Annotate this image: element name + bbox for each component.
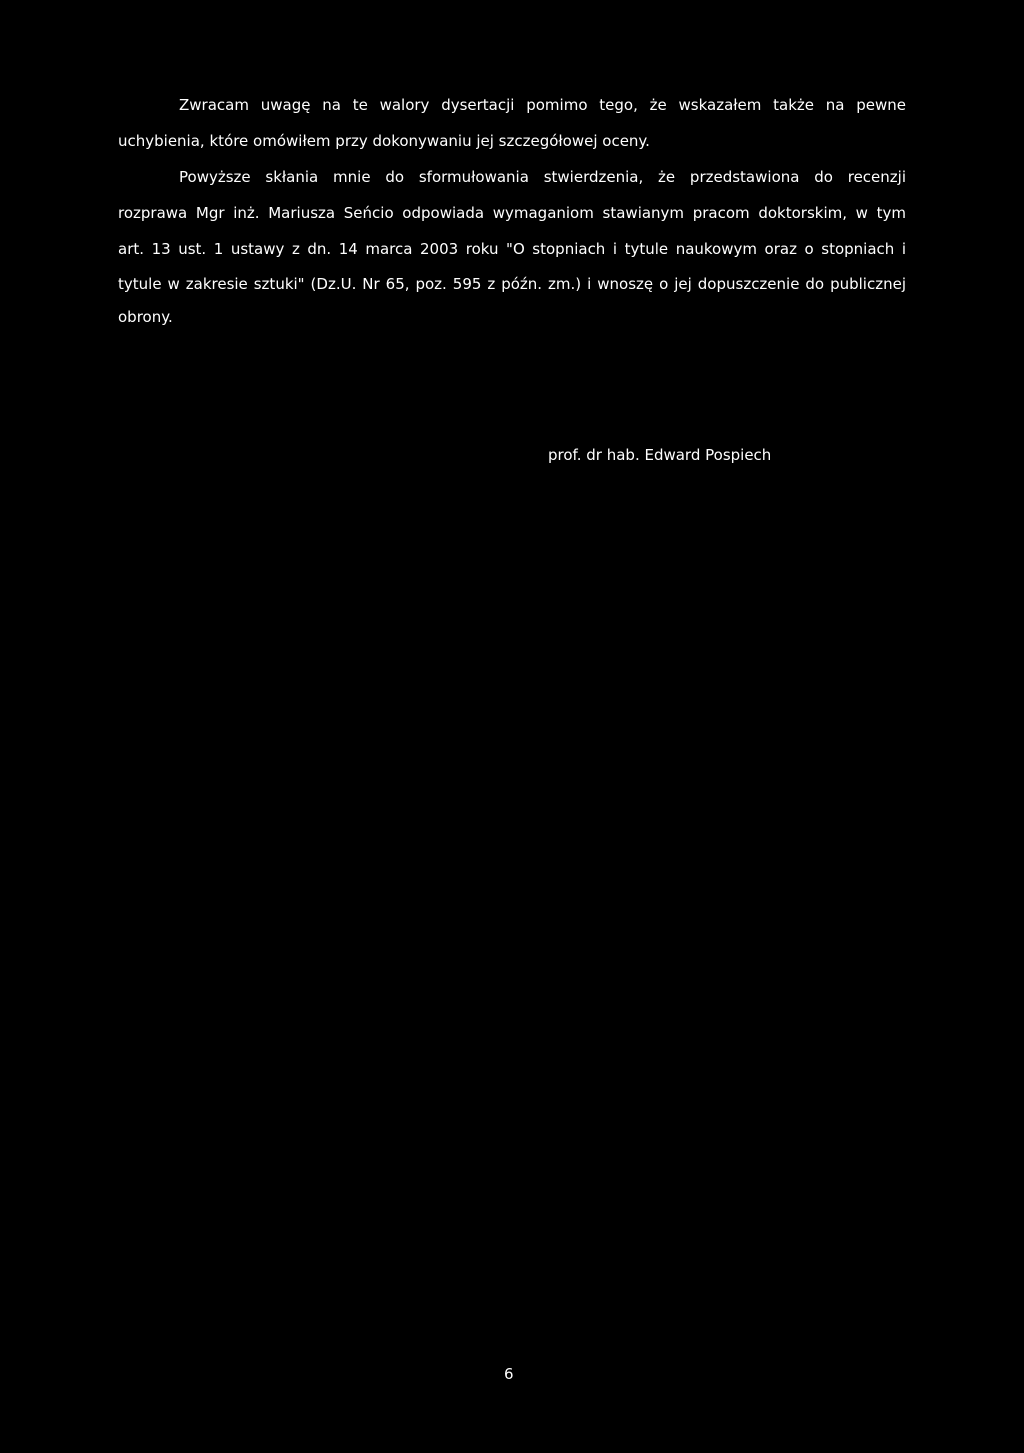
- paragraph-line-2: uchybienia, które omówiłem przy dokonywaniu jej szczegółowej oceny.: [118, 132, 650, 150]
- paragraph-line-1: Zwracam uwagę na te walory dysertacji pomimo tego, że wskazałem także na pewne: [179, 96, 906, 114]
- paragraph-line-7: obrony.: [118, 308, 173, 326]
- paragraph-line-5: art. 13 ust. 1 ustawy z dn. 14 marca 2003 roku "O stopniach i tytule naukowym oraz o stopniach i: [118, 240, 906, 258]
- paragraph-line-3: Powyższe skłania mnie do sformułowania stwierdzenia, że przedstawiona do recenzji: [179, 168, 906, 186]
- paragraph-line-6: tytule w zakresie sztuki" (Dz.U. Nr 65, poz. 595 z późn. zm.) i wnoszę o jej dopuszczenie do publicznej: [118, 275, 906, 293]
- signature: prof. dr hab. Edward Pospiech: [548, 446, 772, 464]
- paragraph-line-4: rozprawa Mgr inż. Mariusza Seńcio odpowiada wymaganiom stawianym pracom doktorskim, w tym: [118, 204, 906, 222]
- page-number: 6: [504, 1365, 514, 1383]
